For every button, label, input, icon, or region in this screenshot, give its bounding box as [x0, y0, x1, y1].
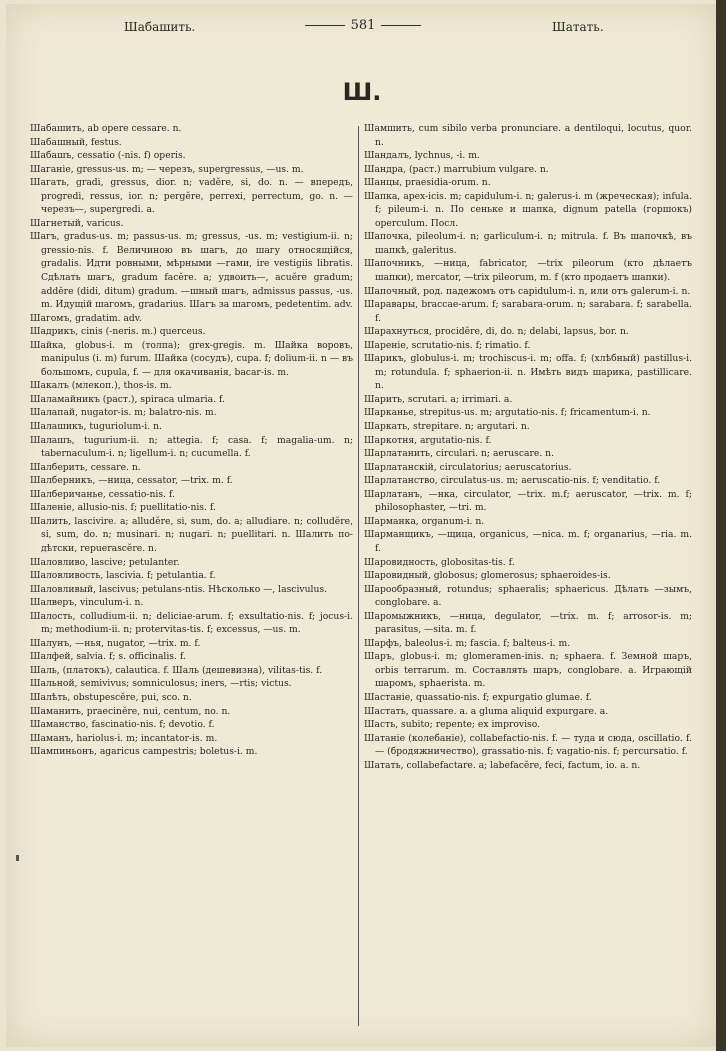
book-edge [716, 0, 726, 1051]
dictionary-entry: Шаловливо, lascive; petulanter. [30, 556, 180, 568]
dictionary-entry: Шабашить, ab opere cessare. n. [30, 123, 182, 134]
header-rule-left [305, 25, 345, 26]
page-number: 581 [350, 18, 376, 33]
dictionary-entry: Шарахнуться, procidĕre, di, do. n; delabi, lapsus, bor. n. [364, 326, 629, 338]
dictionary-entry: Шалберичанье, cessatio-nis. f. [30, 488, 175, 500]
dictionary-entry: Шадрикъ, cinis (-neris. m.) querceus. [30, 326, 206, 338]
dictionary-entry: Шаравары, braccae-arum. f; sarabara-orum. n; sarabara. f; sarabella. f. [364, 299, 692, 324]
dictionary-entry: Шаленіе, allusio-nis. f; puellitatio-nis. f. [30, 502, 216, 514]
dictionary-entry: Шалверъ, vinculum-i. n. [30, 597, 144, 609]
dictionary-entry: Шандра, (раст.) marrubium vulgare. n. [364, 163, 549, 175]
dictionary-entry: Шарообразный, rotundus; sphaeralis; sphaericus. Дѣлать —зымъ, conglobare. a. [364, 583, 692, 609]
dictionary-entry: Шаманство, fascinatio-nis. f; devotio. f. [30, 719, 215, 731]
dictionary-entry: Шамшить, cum sibilo verba pronunciare. a dentiloqui, locutus, quor. n. [364, 123, 692, 148]
dictionary-entry: Шастаніе, quassatio-nis. f; expurgatio glumae. f. [364, 691, 592, 703]
dictionary-entry: Шарфъ, baleolus-i. m; fascia. f; balteus-i. m. [364, 637, 571, 649]
dictionary-entry: Шалашикъ, tuguriolum-i. n. [30, 421, 162, 433]
dictionary-entry: Шарлатанскій, circulatorius; aeruscatorius. [364, 461, 572, 473]
section-letter: Ш. [342, 78, 382, 106]
dictionary-entry: Шаманъ, hariolus-i. m; incantator-is. m. [30, 732, 218, 744]
dictionary-page [6, 4, 718, 1047]
dictionary-entry: Шапка, apex-icis. m; capidulum-i. n; galerus-i. m (жреческая); infula. f; pileum-i. n. По сеньке и шапка, dignum patella (горшокъ) operculum. Посл. [364, 190, 692, 229]
dictionary-entry: Шарикъ, globulus-i. m; trochiscus-i. m; offa. f; (хлѣбный) pastillus-i. m; rotundula. f; sphaerion-ii. n. Имѣть видъ шарика, pastillicare. n. [364, 353, 692, 392]
dictionary-entry: Шаровидный, globosus; glomerosus; sphaeroides-is. [364, 570, 611, 582]
dictionary-entry: Шаръ, globus-i. m; glomeramen-inis. n; sphaera. f. Земной шаръ, orbis terrarum. m. Составлять шаръ, conglobare. a. Играющій шаромъ, sphaerista. m. [364, 651, 692, 690]
dictionary-entry: Шареніе, scrutatio-nis. f; rimatio. f. [364, 339, 531, 351]
margin-mark [16, 855, 19, 861]
dictionary-entry: Шакалъ (млекоп.), thos-is. m. [30, 380, 172, 392]
dictionary-entry: Шалить, lascivire. a; alludĕre, si, sum, do. a; alludiare. n; colludĕre, si, sum, do. n; musinari. n; nugari. n; puellitari. n. Шалить по-дѣтски, repuerascĕre. n. [30, 515, 353, 554]
dictionary-entry: Шайка, globus-i. m (толпа); grex-gregis. m. Шайка воровъ, manipulus (i. m) furum. Шайка (сосудъ), cupa. f; dolium-ii. n — въ большомъ, cupula, f. — для окачиванія, bacar-is. m. [30, 339, 353, 378]
dictionary-entry: Шапочка, pileolum-i. n; garliculum-i. n; mitrula. f. Въ шапочкѣ, въ шапкѣ, galeritus. [364, 231, 692, 256]
dictionary-entry: Шампиньонъ, agaricus campestris; boletus-i. m. [30, 746, 258, 758]
header-left-guideword: Шабашить. [124, 20, 196, 34]
dictionary-entry: Шаль, (платокъ), calautica. f. Шаль (дешевизна), vilitas-tis. f. [30, 664, 323, 676]
dictionary-entry: Шарлатанство, circulatus-us. m; aeruscatio-nis. f; venditatio. f. [364, 475, 661, 487]
dictionary-entry: Шарлатанить, circulari. n; aeruscare. n. [364, 448, 555, 460]
dictionary-entry: Шапочникъ, —ница, fabricator, —trix pileorum (кто дѣлаетъ шапки), mercator, —trix pileorum, m. f (кто продаетъ шапки). [364, 258, 692, 284]
dictionary-entry: Шастать, quassare. a. a gluma aliquid expurgare. a. [364, 705, 609, 717]
dictionary-entry: Шаловливый, lascivus; petulans-ntis. Нѣсколько —, lascivulus. [30, 583, 327, 595]
dictionary-entry: Шарканье, strepitus-us. m; argutatio-nis. f; fricamentum-i. n. [364, 407, 651, 419]
dictionary-entry: Шарманка, organum-i. n. [364, 515, 485, 527]
right-column [364, 122, 692, 772]
dictionary-entry: Шарлатанъ, —нка, circulator, —trix. m.f; aeruscator, —trix. m. f; philosophaster, —tri. m. [364, 488, 692, 514]
dictionary-entry: Шальной, semivivus; somniculosus; iners, —rtis; victus. [30, 678, 292, 690]
dictionary-entry: Шалость, colludium-ii. n; deliciae-arum. f; exsultatio-nis. f; jocus-i. m; methodium-ii. n; protervitas-tis. f; excessus, —us. m. [30, 610, 353, 636]
left-column [30, 122, 353, 759]
dictionary-entry: Шаромыжникъ, —ница, degulator, —trix. m. f; arrosor-is. m; parasitus, —sita. m. f. [364, 610, 692, 636]
dictionary-entry: Шагать, gradi, gressus, dior. n; vadĕre, si, do. n. — впередъ, progredi, ressus, ior. n; pergĕre, perrexi, perrectum, go. n. — черезъ—, supergredi. a. [30, 177, 353, 216]
dictionary-entry: Шалашъ, tugurium-ii. n; attegia. f; casa. f; magalia-um. n; tabernaculum-i. n; ligellum-i. n; cucumella. f. [30, 434, 353, 460]
dictionary-entry: Шалберить, cessare. n. [30, 461, 141, 473]
dictionary-entry: Шарить, scrutari. a; irrimari. a. [364, 393, 513, 405]
dictionary-entry: Шасть, subito; repente; ex improviso. [364, 719, 541, 731]
dictionary-entry: Шалфей, salvia. f; s. officinalis. f. [30, 651, 186, 663]
running-header [6, 18, 718, 38]
dictionary-entry: Шанцы, praesidia-orum. n. [364, 177, 491, 189]
dictionary-entry: Шабашный, festus. [30, 136, 122, 148]
dictionary-entry: Шалѣть, obstupescĕre, pui, sco. n. [30, 691, 192, 703]
header-right-guideword: Шатать. [552, 20, 604, 34]
dictionary-entry: Шаманить, praecinĕre, nui, centum, no. n. [30, 705, 231, 717]
dictionary-entry: Шапочный, род. падежомъ отъ capidulum-i. n, или отъ galerum-i. n. [364, 285, 691, 297]
dictionary-entry: Шаровидность, globositas-tis. f. [364, 556, 515, 568]
dictionary-entry: Шаркать, strepitare. n; argutari. n. [364, 421, 530, 433]
page-number-block [288, 18, 438, 33]
dictionary-entry: Шаловливость, lascivia. f; petulantia. f. [30, 570, 216, 582]
dictionary-entry: Шагомъ, gradatim. adv. [30, 312, 142, 324]
dictionary-entry: Шарманщикъ, —щица, organicus, —nica. m. f; organarius, —ria. m. f. [364, 529, 692, 554]
dictionary-entry: Шалапай, nugator-is. m; balatro-nis. m. [30, 407, 217, 419]
column-divider [358, 126, 359, 1026]
dictionary-entry: Шалунъ, —нья, nugator, —trix. m. f. [30, 637, 201, 649]
dictionary-entry: Шатаніе (колебаніе), collabefactio-nis. f. — туда и сюда, oscillatio. f. — (бродяжничество), grassatio-nis. f; vagatio-nis. f; percursatio. f. [364, 732, 692, 758]
header-rule-right [381, 25, 421, 26]
dictionary-entry: Шаганіе, gressus-us. m; — черезъ, supergressus, —us. m. [30, 163, 304, 175]
dictionary-entry: Шаркотня, argutatio-nis. f. [364, 434, 492, 446]
dictionary-entry: Шабашъ, cessatio (-nis. f) operis. [30, 150, 186, 162]
dictionary-entry: Шагнетый, varicus. [30, 217, 124, 229]
dictionary-entry: Шаламайникъ (раст.), spiraca ulmaria. f. [30, 393, 225, 405]
dictionary-entry: Шатать, collabefactare. a; labefacĕre, feci, factum, io. a. n. [364, 759, 641, 771]
dictionary-entry: Шалберникъ, —ница, cessator, —trix. m. f. [30, 475, 233, 487]
dictionary-entry: Шагъ, gradus-us. m; passus-us. m; gressus, -us. m; vestigium-ii. n; gressio-nis. f. Величиною въ шагъ, до шагу относящійся, gradalis. Идти ровными, мѣрными —гами, ire vestigiis libratis. Сдѣлать шагъ, gradum facĕre. a; удвоить—, acuĕre gradum; addĕre (didi, ditum) gradum. —шный шагъ, admissus passus, -us. m. Идущій шагомъ, gradarius. Шагъ за шагомъ, pedetentim. adv. [30, 231, 353, 311]
dictionary-entry: Шандалъ, lychnus, -i. m. [364, 150, 480, 162]
